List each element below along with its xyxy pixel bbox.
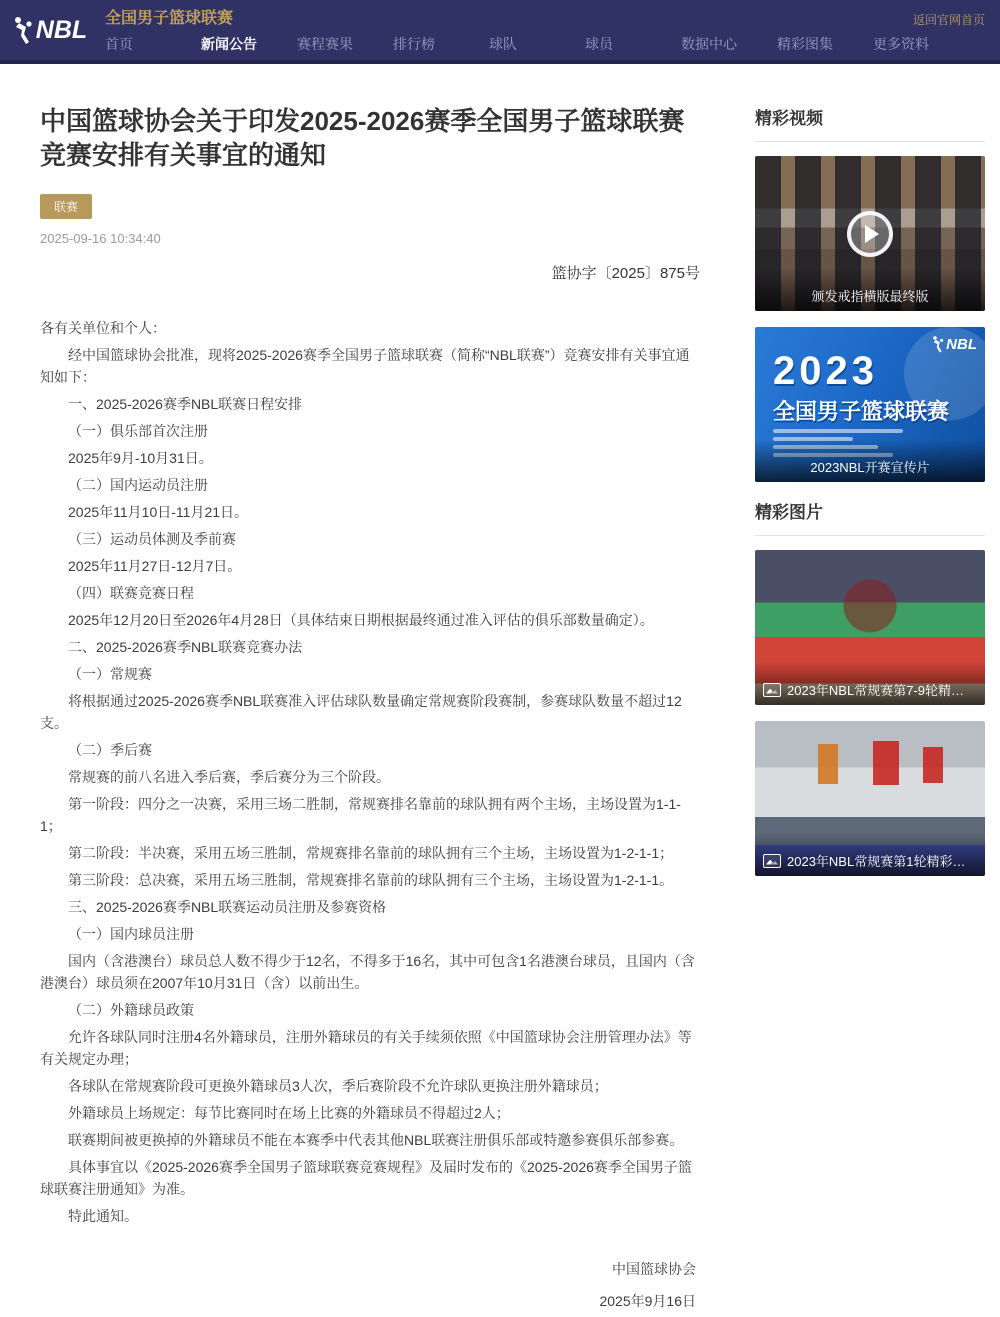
article-paragraph: 第一阶段：四分之一决赛，采用三场二胜制，常规赛排名靠前的球队拥有两个主场，主场设置为1-1-1； — [40, 796, 681, 834]
picture-icon — [763, 683, 781, 697]
article-paragraph: （二）外籍球员政策 — [68, 1002, 194, 1018]
site-header — [0, 0, 1000, 64]
article-paragraph: （四）联赛竞赛日程 — [68, 585, 194, 601]
header-right — [100, 0, 1000, 60]
logo-text: NBL — [35, 15, 88, 44]
photo-thumbnail[interactable] — [755, 721, 985, 876]
article-paragraph: 2025年11月27日-12月7日。 — [68, 558, 242, 574]
promo-video-thumbnail[interactable] — [755, 327, 985, 482]
main-nav — [100, 28, 985, 60]
promo-year: 2023 — [773, 349, 878, 393]
photo-caption-text: 2023年NBL常规赛第7-9轮精… — [787, 683, 964, 698]
document-number: 篮协字〔2025〕875号 — [551, 265, 700, 282]
picture-icon — [763, 854, 781, 868]
article-paragraph: 第三阶段：总决赛，采用五场三胜制，常规赛排名靠前的球队拥有三个主场，主场设置为1-2-1-1。 — [68, 872, 674, 888]
video-thumbnail[interactable] — [755, 156, 985, 311]
photo-caption — [755, 662, 985, 705]
article-paragraph: 各球队在常规赛阶段可更换外籍球员3人次，季后赛阶段不允许球队更换注册外籍球员； — [68, 1078, 608, 1094]
article-paragraph: 一、2025-2026赛季NBL联赛日程安排 — [68, 396, 303, 412]
photo-section-title: 精彩图片 — [755, 498, 985, 536]
signature-block — [40, 1253, 700, 1317]
article-paragraph: 2025年12月20日至2026年4月28日（具体结束日期根据最终通过准入评估的俱乐部数量确定）。 — [68, 612, 654, 628]
article-paragraph: （一）常规赛 — [68, 666, 152, 682]
article-paragraph: 各有关单位和个人： — [40, 320, 166, 336]
promo-caption: 2023NBL开赛宣传片 — [755, 439, 985, 482]
article-paragraph: 二、2025-2026赛季NBL联赛竞赛办法 — [68, 639, 303, 655]
article-paragraph: 国内（含港澳台）球员总人数不得少于12名，不得多于16名，其中可包含1名港澳台球员，且国内（含港澳台）球员须在2007年10月31日（含）以前出生。 — [40, 953, 695, 991]
article-paragraph: 联赛期间被更换掉的外籍球员不能在本赛季中代表其他NBL联赛注册俱乐部或特邀参赛俱乐部参赛。 — [68, 1132, 684, 1148]
article-paragraph: （三）运动员体测及季前赛 — [68, 531, 236, 547]
article-paragraph: 具体事宜以《2025-2026赛季全国男子篮球联赛竞赛规程》及届时发布的《2025-2026赛季全国男子篮球联赛注册通知》为准。 — [40, 1159, 692, 1197]
photo-caption-text: 2023年NBL常规赛第1轮精彩… — [787, 854, 966, 869]
article-paragraph: 特此通知。 — [68, 1208, 138, 1224]
back-to-official-home-link[interactable]: 返回官网首页 — [912, 13, 985, 27]
article-paragraph: （二）国内运动员注册 — [68, 477, 208, 493]
basketball-player-icon — [932, 335, 944, 353]
article-paragraph: 2025年11月10日-11月21日。 — [68, 504, 249, 520]
nav-item[interactable]: 数据中心 — [681, 36, 737, 52]
signature-organization: 中国篮球协会 — [612, 1261, 696, 1277]
nav-item[interactable]: 更多资料 — [873, 36, 929, 52]
nav-item[interactable]: 首页 — [105, 36, 133, 52]
page-body — [0, 64, 1000, 1317]
article-paragraph: 三、2025-2026赛季NBL联赛运动员注册及参赛资格 — [68, 899, 387, 915]
video-caption: 颁发戒指横版最终版 — [755, 268, 985, 311]
article-paragraph: （二）季后赛 — [68, 742, 152, 758]
article-title: 中国篮球协会关于印发2025-2026赛季全国男子篮球联赛竞赛安排有关事宜的通知 — [40, 106, 685, 170]
nav-item[interactable]: 排行榜 — [393, 36, 435, 52]
article-paragraph: （一）俱乐部首次注册 — [68, 423, 208, 439]
article-body — [40, 317, 700, 1227]
video-section-title: 精彩视频 — [755, 104, 985, 142]
article-paragraph: 允许各球队同时注册4名外籍球员，注册外籍球员的有关手续须依照《中国篮球协会注册管理办法》等有关规定办理； — [40, 1029, 692, 1067]
nav-item[interactable]: 球员 — [585, 36, 613, 52]
nav-item[interactable]: 球队 — [489, 36, 517, 52]
category-tag[interactable]: 联赛 — [40, 194, 92, 219]
article-paragraph: 常规赛的前八名进入季后赛，季后赛分为三个阶段。 — [68, 769, 390, 785]
article-paragraph: 将根据通过2025-2026赛季NBL联赛准入评估球队数量确定常规赛阶段赛制，参赛球队数量不超过12支。 — [40, 693, 682, 731]
photo-caption — [755, 833, 985, 876]
site-title: 全国男子篮球联赛 — [105, 10, 234, 27]
promo-title: 全国男子篮球联赛 — [773, 399, 950, 424]
publish-date: 2025-09-16 10:34:40 — [40, 231, 161, 246]
photo-thumbnail[interactable] — [755, 550, 985, 705]
article-paragraph: 2025年9月-10月31日。 — [68, 450, 213, 466]
article-column — [40, 104, 700, 1317]
article-paragraph: （一）国内球员注册 — [68, 926, 194, 942]
nav-item[interactable]: 新闻公告 — [201, 36, 257, 52]
article-paragraph: 外籍球员上场规定：每节比赛同时在场上比赛的外籍球员不得超过2人； — [68, 1105, 510, 1121]
nav-item[interactable]: 赛程赛果 — [297, 36, 353, 52]
signature-date: 2025年9月16日 — [599, 1293, 696, 1309]
play-icon[interactable] — [847, 211, 893, 257]
basketball-player-icon — [13, 15, 33, 45]
header-top-row — [100, 0, 985, 28]
nbl-logo[interactable] — [0, 0, 100, 60]
promo-nbl-logo — [932, 335, 977, 353]
nav-item[interactable]: 精彩图集 — [777, 36, 833, 52]
promo-logo-text: NBL — [946, 335, 977, 353]
article-paragraph: 经中国篮球协会批准，现将2025-2026赛季全国男子篮球联赛（简称“NBL联赛”）竞赛安排有关事宜通知如下： — [40, 347, 690, 385]
sidebar — [755, 104, 985, 1317]
article-paragraph: 第二阶段：半决赛，采用五场三胜制，常规赛排名靠前的球队拥有三个主场，主场设置为1-2-1-1； — [68, 845, 674, 861]
